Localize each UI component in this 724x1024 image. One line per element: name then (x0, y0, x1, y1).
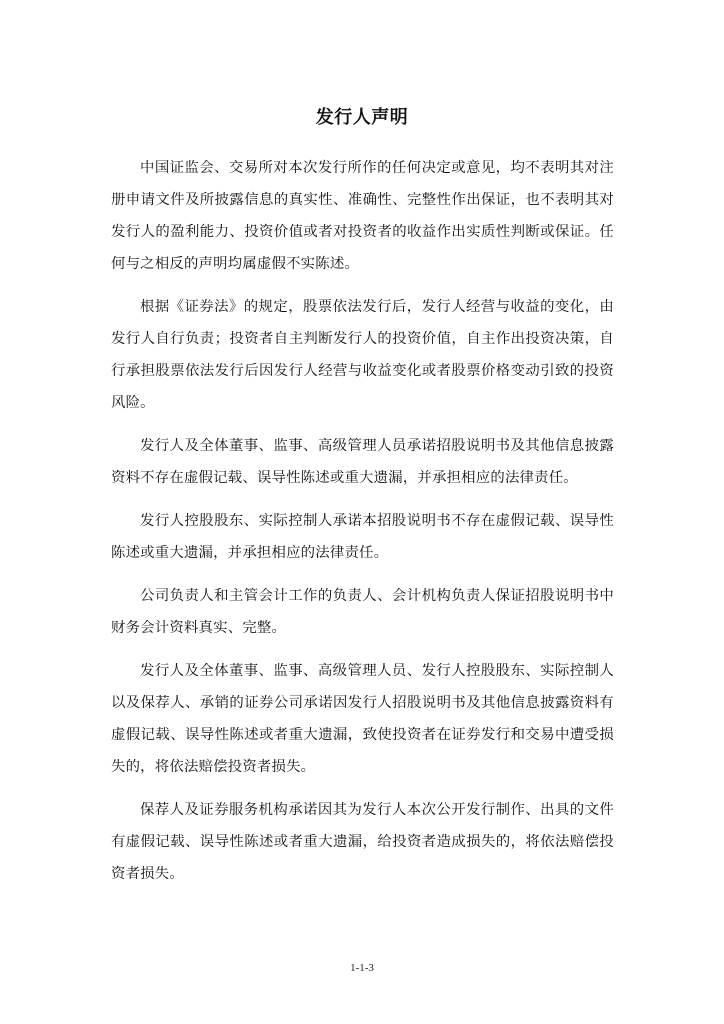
paragraph-compensation: 发行人及全体董事、监事、高级管理人员、发行人控股股东、实际控制人以及保荐人、承销的证券公司承诺因发行人招股说明书及其他信息披露资料有虚假记载、误导性陈述或者重大遗漏，致使投资者在证券发行和交易中遭受损失的，将依法赔偿投资者损失。 (111, 663, 614, 775)
document-body (111, 152, 614, 901)
paragraph-financial-guarantee: 公司负责人和主管会计工作的负责人、会计机构负责人保证招股说明书中财务会计资料真实、完整。 (111, 588, 614, 636)
paragraph-controlling-shareholder: 发行人控股股东、实际控制人承诺本招股说明书不存在虚假记载、误导性陈述或重大遗漏，并承担相应的法律责任。 (111, 513, 614, 561)
paragraph-securities-law: 根据《证券法》的规定，股票依法发行后，发行人经营与收益的变化，由发行人自行负责；投资者自主判断发行人的投资价值，自主作出投资决策，自行承担股票依法发行后因发行人经营与收益变化或者股票价格变动引致的投资风险。 (111, 299, 614, 411)
paragraph-sponsor-commitment: 保荐人及证券服务机构承诺因其为发行人本次公开发行制作、出具的文件有虚假记载、误导性陈述或者重大遗漏，给投资者造成损失的，将依法赔偿投资者损失。 (111, 802, 614, 882)
paragraph-issuer-commitment: 发行人及全体董事、监事、高级管理人员承诺招股说明书及其他信息披露资料不存在虚假记载、误导性陈述或重大遗漏，并承担相应的法律责任。 (111, 438, 614, 486)
paragraph-regulator-disclaimer: 中国证监会、交易所对本次发行所作的任何决定或意见，均不表明其对注册申请文件及所披露信息的真实性、准确性、完整性作出保证，也不表明其对发行人的盈利能力、投资价值或者对投资者的收益作出实质性判断或保证。任何与之相反的声明均属虚假不实陈述。 (111, 160, 614, 272)
page-title: 发行人声明 (315, 107, 409, 128)
page-number: 1-1-3 (350, 962, 374, 974)
